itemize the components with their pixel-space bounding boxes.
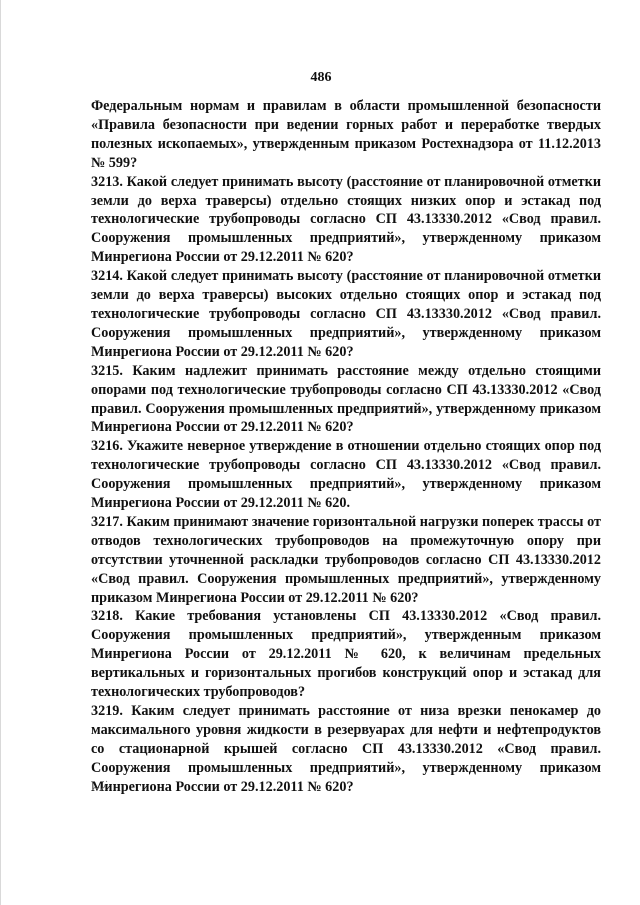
paragraph-intro-continuation: Федеральным нормам и правилам в области промышленной безопасности «Правила безопасности при ведении горных работ и переработке твердых полезных ископаемых», утвержденным приказом Ростехнадзора от 11.12.2013 № 599? bbox=[91, 98, 601, 171]
question-3217: 3217. Каким принимают значение горизонтальной нагрузки поперек трассы от отводов технологических трубопроводов на промежуточную опору при отсутствии уточненной раскладки трубопроводов согласно СП 43.13330.2012 «Свод правил. Сооружения промышленных предприятий», утвержденному приказом Минрегиона России от 29.12.2011 № 620? bbox=[91, 513, 601, 606]
question-3219: 3219. Каким следует принимать расстояние от низа врезки пенокамер до максимального уровня жидкости в резервуарах для нефти и нефтепродуктов со стационарной крышей согласно СП 43.13330.2012 «Свод правил. Сооружения промышленных предприятий», утвержденному приказом Минрегиона России от 29.12.2011 № 620? bbox=[91, 703, 601, 795]
question-3215: 3215. Каким надлежит принимать расстояние между отдельно стоящими опорами под технологические трубопроводы согласно СП 43.13330.2012 «Свод правил. Сооружения промышленных предприятий», утвержденному приказом Минрегиона России от 29.12.2011 № 620? bbox=[91, 362, 601, 436]
question-3218: 3218. Какие требования установлены СП 43.13330.2012 «Свод правил. Сооружения промышленных предприятий», утвержденным приказом Минрегиона России от 29.12.2011 № 620, к величинам предельных вертикальных и горизонтальных прогибов конструкций опор и эстакад для технологических трубопроводов? bbox=[91, 608, 601, 701]
page-number: 486 bbox=[310, 70, 332, 85]
question-3216: 3216. Укажите неверное утверждение в отношении отдельно стоящих опор под технологические трубопроводы согласно СП 43.13330.2012 «Свод правил. Сооружения промышленных предприятий», утвержденному приказом Минрегиона России от 29.12.2011 № 620. bbox=[91, 438, 601, 512]
question-3213: 3213. Какой следует принимать высоту (расстояние от планировочной отметки земли до верха траверсы) отдельно стоящих низких опор и эстакад под технологические трубопроводы согласно СП 43.13330.2012 «Свод правил. Сооружения промышленных предприятий», утвержденному приказом Минрегиона России от 29.12.2011 № 620? bbox=[91, 173, 601, 266]
document-body bbox=[91, 97, 601, 797]
handwritten-mark-icon bbox=[91, 778, 115, 794]
question-3214: 3214. Какой следует принимать высоту (расстояние от планировочной отметки земли до верха траверсы) высоких отдельно стоящих опор и эстакад под технологические трубопроводы согласно СП 43.13330.2012 «Свод правил. Сооружения промышленных предприятий», утвержденному приказом Минрегиона России от 29.12.2011 № 620? bbox=[91, 268, 601, 360]
